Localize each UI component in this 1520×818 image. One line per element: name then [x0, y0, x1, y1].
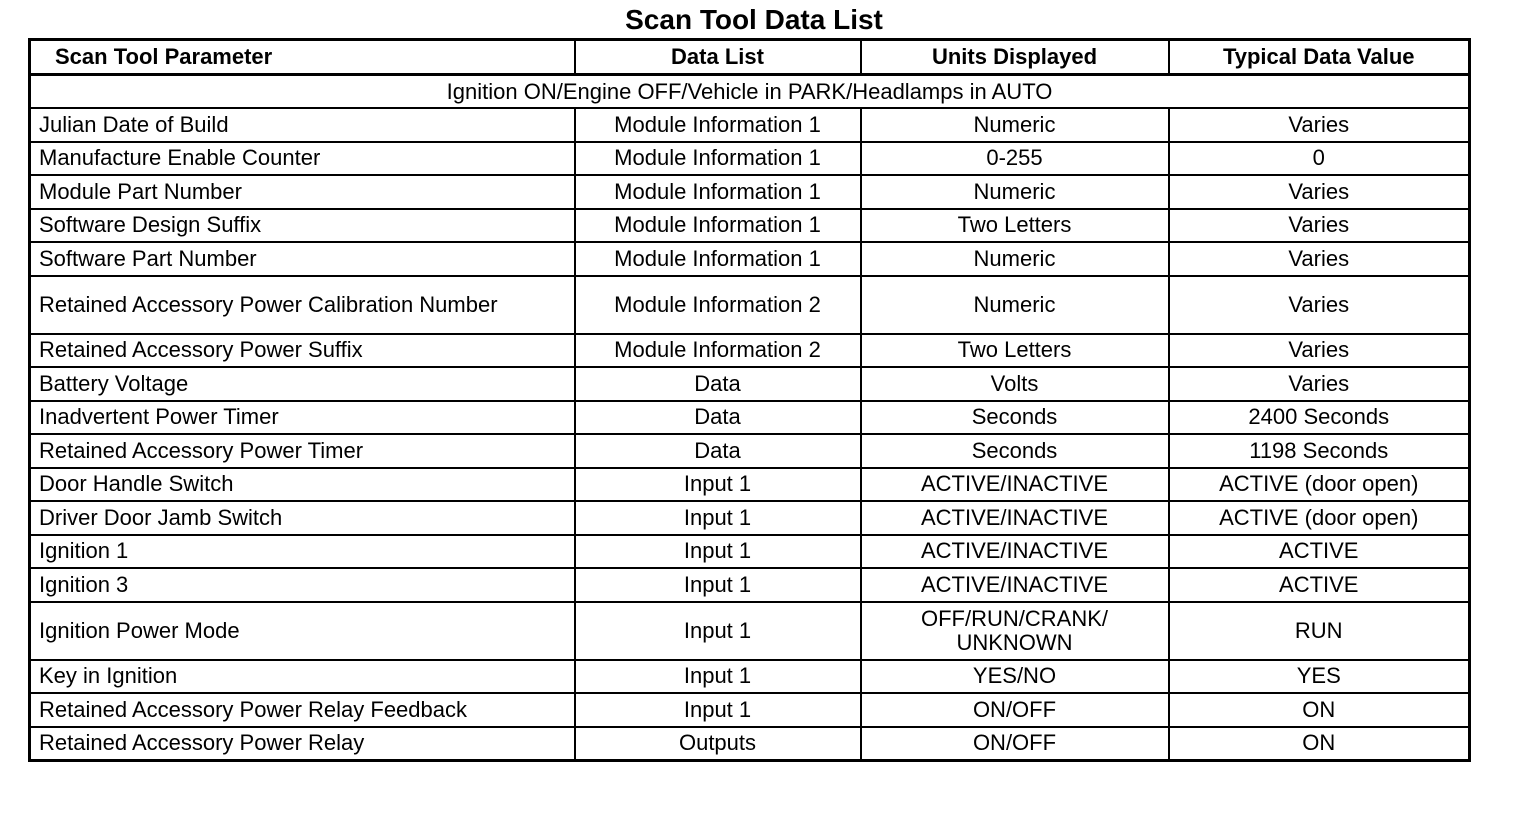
cell-typical: Varies	[1169, 108, 1470, 142]
table-row	[30, 276, 1470, 334]
table-row	[30, 434, 1470, 468]
cell-parameter: Ignition 1	[30, 535, 575, 569]
table-row	[30, 367, 1470, 401]
cell-data-list: Data	[575, 401, 861, 435]
cell-parameter: Door Handle Switch	[30, 468, 575, 502]
cell-units: Seconds	[861, 434, 1169, 468]
cell-data-list: Module Information 2	[575, 334, 861, 368]
cell-typical: Varies	[1169, 242, 1470, 276]
cell-units: Seconds	[861, 401, 1169, 435]
header-row	[30, 40, 1470, 75]
table-row	[30, 693, 1470, 727]
section-row	[30, 75, 1470, 109]
table-row	[30, 401, 1470, 435]
cell-parameter: Inadvertent Power Timer	[30, 401, 575, 435]
cell-units: OFF/RUN/CRANK/ UNKNOWN	[861, 602, 1169, 660]
scan-tool-data-table	[28, 38, 1471, 762]
cell-typical: ACTIVE (door open)	[1169, 501, 1470, 535]
cell-units: Numeric	[861, 242, 1169, 276]
cell-typical: Varies	[1169, 334, 1470, 368]
cell-units: ACTIVE/INACTIVE	[861, 501, 1169, 535]
table-row	[30, 535, 1470, 569]
page-title: Scan Tool Data List	[625, 4, 883, 35]
cell-units: ACTIVE/INACTIVE	[861, 535, 1169, 569]
cell-parameter: Retained Accessory Power Suffix	[30, 334, 575, 368]
cell-parameter: Julian Date of Build	[30, 108, 575, 142]
header-typical-data-value: Typical Data Value	[1169, 40, 1470, 75]
table-row	[30, 602, 1470, 660]
cell-data-list: Input 1	[575, 535, 861, 569]
cell-typical: 0	[1169, 142, 1470, 176]
cell-typical: Varies	[1169, 209, 1470, 243]
cell-typical: Varies	[1169, 367, 1470, 401]
table-row	[30, 142, 1470, 176]
cell-data-list: Outputs	[575, 727, 861, 761]
cell-data-list: Input 1	[575, 468, 861, 502]
table-row	[30, 660, 1470, 694]
cell-units: 0-255	[861, 142, 1169, 176]
table-row	[30, 209, 1470, 243]
cell-typical: Varies	[1169, 276, 1470, 334]
cell-units: ON/OFF	[861, 693, 1169, 727]
table-row	[30, 568, 1470, 602]
cell-parameter: Manufacture Enable Counter	[30, 142, 575, 176]
cell-parameter: Ignition Power Mode	[30, 602, 575, 660]
header-data-list: Data List	[575, 40, 861, 75]
table-row	[30, 501, 1470, 535]
table-row	[30, 175, 1470, 209]
cell-units: Volts	[861, 367, 1169, 401]
cell-parameter: Software Design Suffix	[30, 209, 575, 243]
cell-parameter: Retained Accessory Power Relay Feedback	[30, 693, 575, 727]
cell-typical: 2400 Seconds	[1169, 401, 1470, 435]
header-units-displayed: Units Displayed	[861, 40, 1169, 75]
cell-parameter: Retained Accessory Power Timer	[30, 434, 575, 468]
cell-units: Numeric	[861, 276, 1169, 334]
cell-data-list: Data	[575, 434, 861, 468]
table-row	[30, 108, 1470, 142]
cell-data-list: Input 1	[575, 501, 861, 535]
cell-parameter: Retained Accessory Power Relay	[30, 727, 575, 761]
section-condition: Ignition ON/Engine OFF/Vehicle in PARK/Headlamps in AUTO	[30, 75, 1470, 109]
cell-parameter: Driver Door Jamb Switch	[30, 501, 575, 535]
cell-data-list: Module Information 2	[575, 276, 861, 334]
cell-data-list: Input 1	[575, 602, 861, 660]
cell-typical: ON	[1169, 693, 1470, 727]
cell-parameter: Key in Ignition	[30, 660, 575, 694]
cell-units: Two Letters	[861, 334, 1169, 368]
cell-units: ACTIVE/INACTIVE	[861, 568, 1169, 602]
cell-data-list: Module Information 1	[575, 142, 861, 176]
cell-typical: 1198 Seconds	[1169, 434, 1470, 468]
cell-parameter: Ignition 3	[30, 568, 575, 602]
cell-units: Two Letters	[861, 209, 1169, 243]
cell-units: Numeric	[861, 175, 1169, 209]
cell-data-list: Input 1	[575, 693, 861, 727]
cell-typical: ACTIVE (door open)	[1169, 468, 1470, 502]
header-scan-tool-parameter: Scan Tool Parameter	[30, 40, 575, 75]
cell-units: ACTIVE/INACTIVE	[861, 468, 1169, 502]
table-row	[30, 468, 1470, 502]
cell-typical: ACTIVE	[1169, 568, 1470, 602]
cell-typical: RUN	[1169, 602, 1470, 660]
cell-typical: ON	[1169, 727, 1470, 761]
cell-units: ON/OFF	[861, 727, 1169, 761]
cell-typical: YES	[1169, 660, 1470, 694]
cell-data-list: Input 1	[575, 568, 861, 602]
cell-data-list: Module Information 1	[575, 108, 861, 142]
table-row	[30, 334, 1470, 368]
cell-typical: ACTIVE	[1169, 535, 1470, 569]
cell-units: Numeric	[861, 108, 1169, 142]
table-row	[30, 727, 1470, 761]
cell-data-list: Data	[575, 367, 861, 401]
cell-parameter: Retained Accessory Power Calibration Number	[30, 276, 575, 334]
cell-data-list: Input 1	[575, 660, 861, 694]
cell-parameter: Software Part Number	[30, 242, 575, 276]
cell-parameter: Battery Voltage	[30, 367, 575, 401]
cell-typical: Varies	[1169, 175, 1470, 209]
cell-data-list: Module Information 1	[575, 242, 861, 276]
cell-data-list: Module Information 1	[575, 209, 861, 243]
cell-units: YES/NO	[861, 660, 1169, 694]
table-row	[30, 242, 1470, 276]
cell-data-list: Module Information 1	[575, 175, 861, 209]
cell-parameter: Module Part Number	[30, 175, 575, 209]
